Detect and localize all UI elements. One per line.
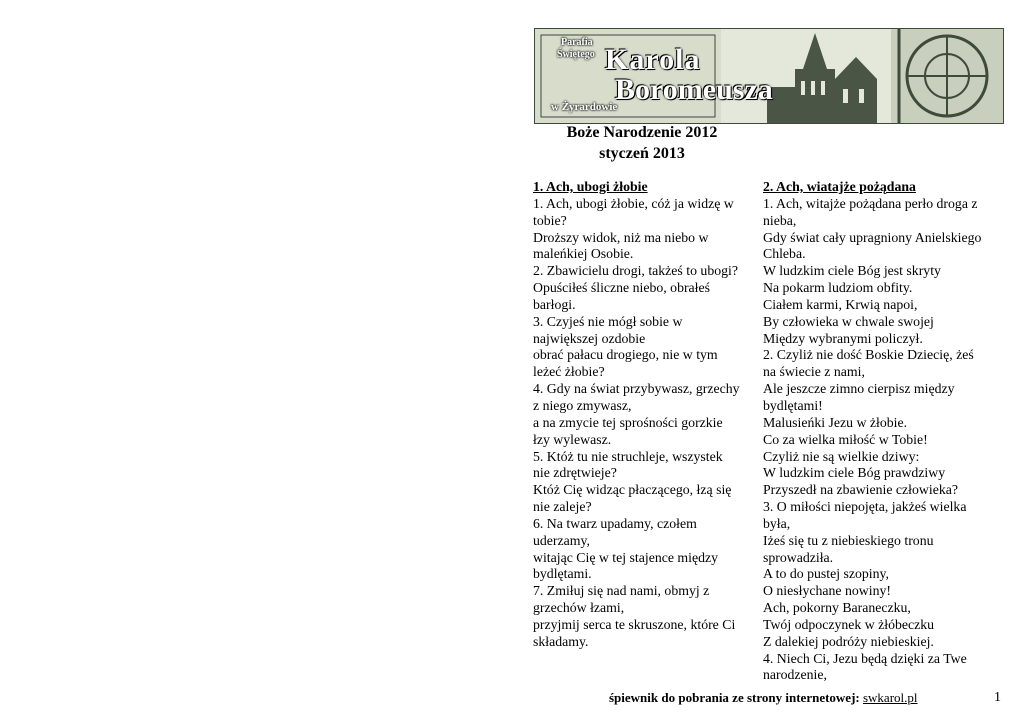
song-title: 1. Ach, ubogi żłobie	[533, 179, 648, 194]
lyric-line: 7. Zmiłuj się nad nami, obmyj z	[533, 583, 710, 599]
lyric-line: narodzenie,	[763, 667, 827, 683]
website-link[interactable]: swkarol.pl	[862, 690, 918, 705]
lyric-line: Któż Cię widząc płaczącego, łzą się	[533, 482, 732, 498]
banner-karola: Karola	[605, 43, 701, 76]
lyric-line: z niego zmywasz,	[533, 397, 632, 413]
lyric-line: łzy wylewasz.	[533, 431, 612, 447]
lyric-line: Z dalekiej podróży niebieskiej.	[763, 633, 934, 649]
lyric-line: Chleba.	[763, 246, 806, 262]
lyric-line: tobie?	[533, 212, 567, 228]
lyric-line: Iżeś się tu z niebieskiego tronu	[763, 532, 934, 548]
lyric-line: witając Cię w tej stajence między	[533, 549, 719, 565]
lyric-line: uderzamy,	[533, 532, 590, 548]
lyric-line: obrać pałacu drogiego, nie w tym	[533, 347, 718, 363]
lyric-line: nieba,	[763, 212, 797, 228]
page-title: Boże Narodzenie 2012	[566, 124, 718, 141]
banner-place: w Żyrardowie	[551, 101, 618, 113]
footer-note	[609, 690, 918, 706]
lyric-line: leżeć żłobie?	[533, 364, 605, 380]
footer-text: śpiewnik do pobrania ze strony internetowej:	[609, 690, 860, 705]
lyric-line: W ludzkim ciele Bóg prawdziwy	[763, 465, 946, 481]
lyric-line: Czyliż nie są wielkie dziwy:	[763, 448, 920, 464]
lyric-line: a na zmycie tej sprośności gorzkie	[533, 414, 723, 430]
page-subtitle: styczeń 2013	[599, 145, 685, 162]
lyric-line: składamy.	[533, 633, 589, 649]
lyric-line: Droższy widok, niż ma niebo w	[533, 229, 709, 245]
lyric-line: największej ozdobie	[533, 330, 646, 346]
lyric-line: 3. Czyjeś nie mógł sobie w	[533, 313, 683, 329]
lyric-line: 1. Ach, ubogi żłobie, cóż ja widzę w	[533, 195, 734, 211]
lyric-line: na świecie z nami,	[763, 364, 865, 380]
lyric-line: Co za wielka miłość w Tobie!	[763, 431, 928, 447]
banner-parafia: Parafia	[561, 37, 593, 48]
lyric-line: barłogi.	[533, 296, 576, 312]
lyric-line: maleńkiej Osobie.	[533, 246, 634, 262]
lyric-line: Ale jeszcze zimno cierpisz między	[763, 381, 955, 397]
lyric-line: przyjmij serca te skruszone, które Ci	[533, 616, 736, 632]
lyric-line: Opuściłeś śliczne niebo, obrałeś	[533, 280, 711, 296]
lyric-line: 3. O miłości niepojęta, jakżeś wielka	[763, 499, 967, 515]
lyric-line: Ach, pokorny Baraneczku,	[763, 600, 911, 616]
lyric-line: 2. Zbawicielu drogi, takżeś to ubogi?	[533, 263, 738, 279]
lyric-line: bydlętami.	[533, 566, 592, 582]
lyric-line: Przyszedł na zbawienie człowieka?	[763, 482, 958, 498]
lyric-line: 5. Któż tu nie struchleje, wszystek	[533, 448, 723, 464]
lyric-line: 6. Na twarz upadamy, czołem	[533, 515, 697, 531]
lyric-line: bydlętami!	[763, 397, 823, 413]
lyric-line: sprowadziła.	[763, 549, 834, 565]
lyric-line: Twój odpoczynek w żłóbeczku	[763, 616, 935, 632]
lyric-line: Na pokarm ludziom obfity.	[763, 280, 913, 296]
lyric-line: nie zaleje?	[533, 499, 592, 515]
lyric-line: 4. Niech Ci, Jezu będą dzięki za Twe	[763, 650, 967, 666]
parish-banner	[534, 28, 1004, 124]
lyric-line: W ludzkim ciele Bóg jest skryty	[763, 263, 941, 279]
song-column-right	[763, 179, 1003, 684]
lyric-line: Gdy świat cały upragniony Anielskiego	[763, 229, 982, 245]
lyric-line: grzechów łzami,	[533, 600, 625, 616]
page-number: 1	[994, 690, 1001, 705]
song-title: 2. Ach, wiatajże pożądana	[763, 179, 916, 194]
lyric-line: Między wybranymi policzył.	[763, 330, 923, 346]
song-column-left	[533, 179, 753, 651]
lyric-line: była,	[763, 515, 791, 531]
lyric-line: Malusieńki Jezu w żłobie.	[763, 414, 908, 430]
lyric-line: 1. Ach, witajże pożądana perło droga z	[763, 195, 978, 211]
banner-boromeusza: Boromeusza	[615, 73, 773, 106]
lyric-line: 2. Czyliż nie dość Boskie Dziecię, żeś	[763, 347, 974, 363]
lyric-line: O niesłychane nowiny!	[763, 583, 891, 599]
lyric-line: 4. Gdy na świat przybywasz, grzechy	[533, 381, 740, 397]
lyric-line: nie zdrętwieje?	[533, 465, 617, 481]
lyric-line: A to do pustej szopiny,	[763, 566, 889, 582]
lyric-line: Ciałem karmi, Krwią napoi,	[763, 296, 918, 312]
lyric-line: By człowieka w chwale swojej	[763, 313, 934, 329]
banner-swietego: Świętego	[557, 49, 595, 60]
